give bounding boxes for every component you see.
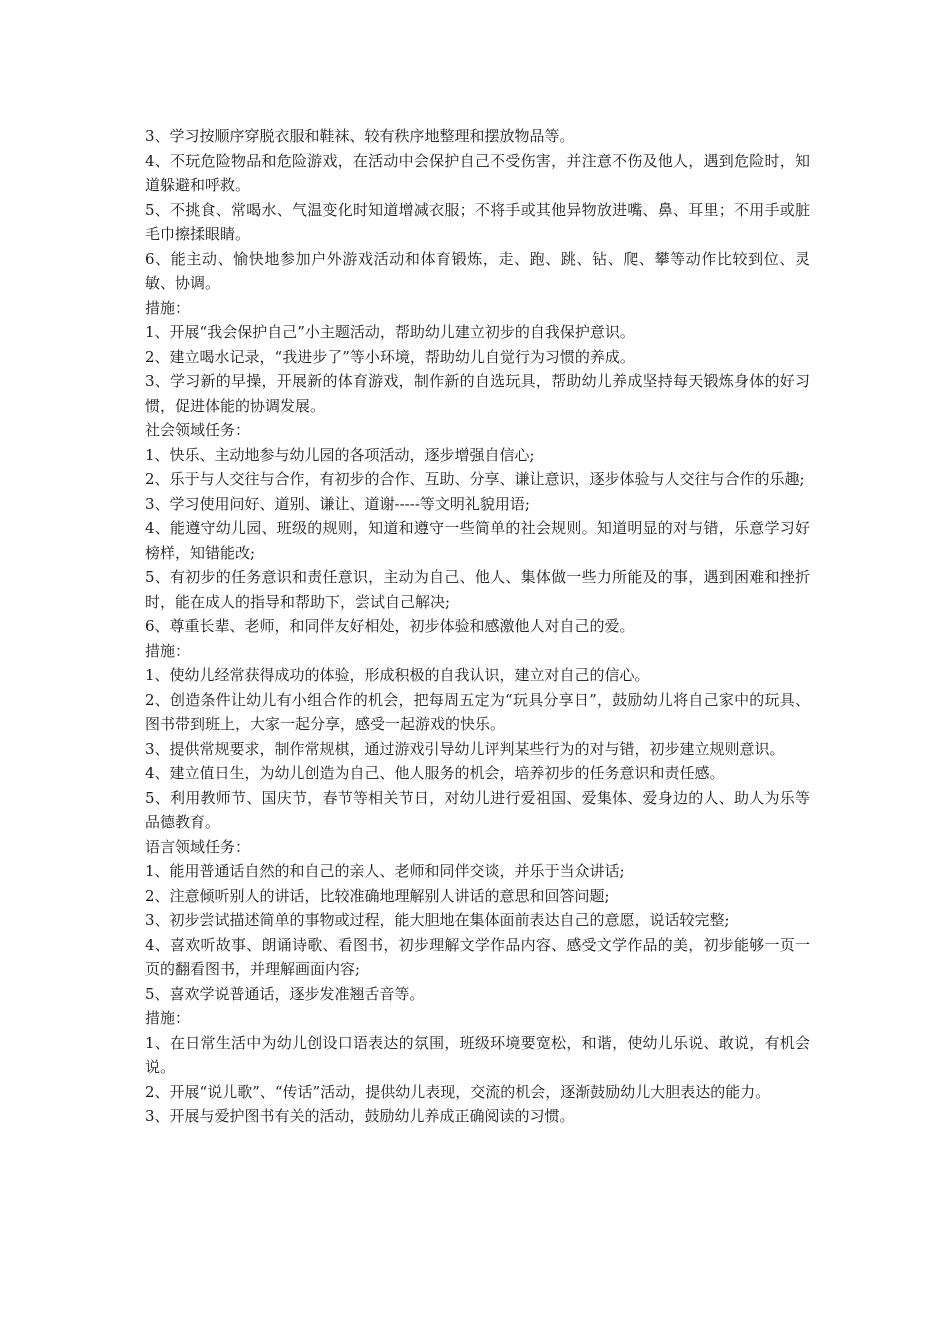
section-heading: 措施： <box>145 641 191 660</box>
section-heading: 措施： <box>145 1009 191 1027</box>
paragraph: 1、快乐、主动地参与幼儿园的各项活动，逐步增强自信心; <box>145 445 535 464</box>
paragraph: 4、能遵守幼儿园、班级的规则，知道和遵守一些简单的社会规则。知道明显的对与错，乐意学习好榜样，知错能改; <box>145 519 810 562</box>
section-heading: 措施： <box>145 298 191 317</box>
section-heading: 社会领域任务： <box>145 421 251 439</box>
paragraph: 5、喜欢学说普通话，逐步发准翘舌音等。 <box>145 984 425 1003</box>
paragraph: 5、有初步的任务意识和责任意识，主动为自己、他人、集体做一些力所能及的事，遇到困难和挫折时，能在成人的指导和帮助下，尝试自己解决; <box>145 568 810 611</box>
paragraph: 2、建立喝水记录，“我进步了”等小环境，帮助幼儿自觉行为习惯的养成。 <box>145 347 635 366</box>
paragraph: 4、建立值日生，为幼儿创造为自己、他人服务的机会，培养初步的任务意识和责任感。 <box>145 764 725 782</box>
paragraph: 4、不玩危险物品和危险游戏，在活动中会保护自己不受伤害，并注意不伤及他人，遇到危险时，知道躲避和呼救。 <box>145 151 810 194</box>
paragraph: 1、在日常生活中为幼儿创设口语表达的氛围，班级环境要宽松，和谐，使幼儿乐说、敢说，有机会说。 <box>145 1033 810 1076</box>
paragraph: 3、提供常规要求，制作常规棋，通过游戏引导幼儿评判某些行为的对与错，初步建立规则意识。 <box>145 739 785 758</box>
paragraph: 1、使幼儿经常获得成功的体验，形成积极的自我认识，建立对自己的信心。 <box>145 666 650 684</box>
paragraph: 1、开展“我会保护自己”小主题活动，帮助幼儿建立初步的自我保护意识。 <box>145 323 635 341</box>
section-heading: 语言领域任务： <box>145 837 251 856</box>
paragraph: 2、创造条件让幼儿有小组合作的机会，把每周五定为“玩具分享日”，鼓励幼儿将自己家中的玩具、图书带到班上，大家一起分享，感受一起游戏的快乐。 <box>145 690 810 733</box>
paragraph: 4、喜欢听故事、朗诵诗歌、看图书，初步理解文学作品内容、感受文学作品的美，初步能够一页一页的翻看图书，并理解画面内容; <box>145 935 810 978</box>
paragraph: 2、注意倾听别人的讲话，比较准确地理解别人讲话的意思和回答问题; <box>145 886 610 905</box>
paragraph: 3、开展与爱护图书有关的活动，鼓励幼儿养成正确阅读的习惯。 <box>145 1107 575 1125</box>
document-body <box>145 124 810 1129</box>
paragraph: 1、能用普通话自然的和自己的亲人、老师和同伴交谈，并乐于当众讲话; <box>145 862 625 880</box>
paragraph: 2、开展“说儿歌”、“传话”活动，提供幼儿表现，交流的机会，逐渐鼓励幼儿大胆表达的能力。 <box>145 1082 771 1101</box>
paragraph: 5、利用教师节、国庆节，春节等相关节日，对幼儿进行爱祖国、爱集体、爱身边的人、助人为乐等品德教育。 <box>145 788 810 831</box>
paragraph: 6、能主动、愉快地参加户外游戏活动和体育锻炼，走、跑、跳、钻、爬、攀等动作比较到位、灵敏、协调。 <box>145 249 810 292</box>
paragraph: 2、乐于与人交往与合作，有初步的合作、互助、分享、谦让意识，逐步体验与人交往与合作的乐趣; <box>145 470 805 488</box>
paragraph: 3、初步尝试描述简单的事物或过程，能大胆地在集体面前表达自己的意愿，说话较完整; <box>145 911 730 929</box>
paragraph: 3、学习使用问好、道别、谦让、道谢-----等文明礼貌用语; <box>145 494 530 513</box>
paragraph: 3、学习新的早操，开展新的体育游戏，制作新的自选玩具，帮助幼儿养成坚持每天锻炼身体的好习惯，促进体能的协调发展。 <box>145 372 810 415</box>
paragraph: 3、学习按顺序穿脱衣服和鞋袜、较有秩序地整理和摆放物品等。 <box>145 127 575 145</box>
paragraph: 5、不挑食、常喝水、气温变化时知道增减衣服；不将手或其他异物放进嘴、鼻、耳里；不用手或脏毛巾擦揉眼睛。 <box>145 200 810 243</box>
paragraph: 6、尊重长辈、老师，和同伴友好相处，初步体验和感激他人对自己的爱。 <box>145 617 635 635</box>
